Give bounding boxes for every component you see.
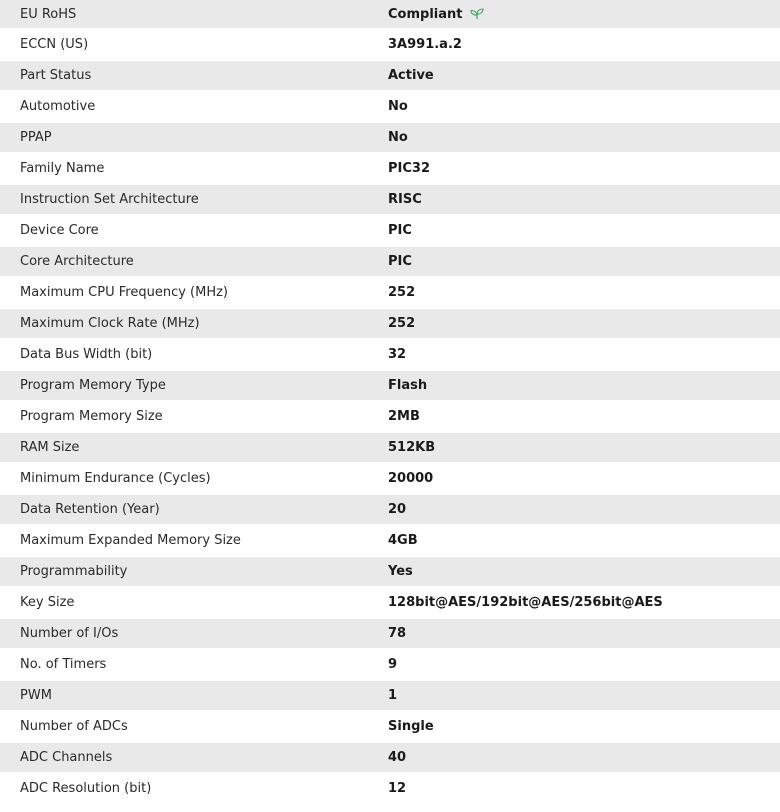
spec-value: PIC — [388, 254, 412, 269]
spec-value: 2MB — [388, 409, 420, 424]
spec-row-program-memory-size — [0, 400, 780, 433]
spec-label: Instruction Set Architecture — [20, 192, 199, 207]
spec-row-ppap — [0, 123, 780, 152]
spec-value: 9 — [388, 657, 398, 672]
spec-row-ram-size — [0, 433, 780, 462]
spec-value: 78 — [388, 626, 407, 641]
spec-value: 4GB — [388, 533, 418, 548]
spec-row-instruction-set — [0, 185, 780, 214]
spec-row-core-architecture — [0, 247, 780, 276]
spec-label: Device Core — [20, 223, 99, 238]
spec-row-min-endurance — [0, 462, 780, 495]
spec-label: Data Bus Width (bit) — [20, 347, 153, 362]
spec-value: Yes — [388, 564, 413, 579]
spec-label: Maximum CPU Frequency (MHz) — [20, 285, 228, 300]
spec-label: Minimum Endurance (Cycles) — [20, 471, 211, 486]
spec-label: EU RoHS — [20, 6, 77, 22]
spec-row-part-status — [0, 61, 780, 90]
spec-label: Family Name — [20, 161, 105, 176]
spec-label: Maximum Clock Rate (MHz) — [20, 316, 200, 331]
spec-label: Programmability — [20, 564, 128, 579]
spec-row-family-name — [0, 152, 780, 185]
spec-value: 128bit@AES/192bit@AES/256bit@AES — [388, 595, 663, 610]
spec-value: 3A991.a.2 — [388, 37, 462, 52]
spec-row-pwm — [0, 681, 780, 710]
spec-row-program-memory-type — [0, 371, 780, 400]
spec-row-number-of-ios — [0, 619, 780, 648]
spec-label: Core Architecture — [20, 254, 134, 269]
spec-value: Flash — [388, 378, 428, 393]
spec-label: RAM Size — [20, 440, 80, 455]
spec-value: PIC32 — [388, 161, 430, 176]
spec-label: Number of I/Os — [20, 626, 119, 641]
spec-row-data-retention — [0, 495, 780, 524]
spec-row-eccn — [0, 28, 780, 61]
spec-value: 1 — [388, 688, 398, 703]
spec-value: PIC — [388, 223, 412, 238]
spec-value-cell — [388, 7, 780, 22]
spec-row-device-core — [0, 214, 780, 247]
spec-label: Number of ADCs — [20, 719, 128, 734]
spec-row-adc-channels — [0, 743, 780, 772]
spec-value: 20000 — [388, 471, 434, 486]
spec-label: No. of Timers — [20, 657, 107, 672]
spec-value: No — [388, 130, 408, 145]
spec-value: Single — [388, 719, 434, 734]
spec-label: Maximum Expanded Memory Size — [20, 533, 241, 548]
spec-value: No — [388, 99, 408, 114]
spec-label: PWM — [20, 688, 52, 703]
spec-label: ADC Resolution (bit) — [20, 781, 152, 796]
spec-row-no-of-timers — [0, 648, 780, 681]
spec-value: 512KB — [388, 440, 436, 455]
spec-value: 40 — [388, 750, 407, 765]
spec-row-adc-resolution — [0, 772, 780, 805]
spec-value: 252 — [388, 316, 416, 331]
spec-value: Compliant — [388, 6, 463, 22]
spec-label: PPAP — [20, 130, 52, 145]
spec-label: ADC Channels — [20, 750, 113, 765]
spec-label: Program Memory Type — [20, 378, 166, 393]
spec-value: 20 — [388, 502, 407, 517]
spec-value: Active — [388, 68, 434, 83]
leaf-icon — [470, 8, 484, 20]
spec-row-key-size — [0, 586, 780, 619]
spec-value: 32 — [388, 347, 407, 362]
spec-row-max-expanded-memory — [0, 524, 780, 557]
spec-label: Part Status — [20, 68, 92, 83]
spec-label: ECCN (US) — [20, 37, 89, 52]
spec-row-programmability — [0, 557, 780, 586]
spec-row-max-clock-rate — [0, 309, 780, 338]
spec-value: 12 — [388, 781, 407, 796]
spec-value: 252 — [388, 285, 416, 300]
spec-row-max-cpu-frequency — [0, 276, 780, 309]
spec-label: Automotive — [20, 99, 96, 114]
spec-value: RISC — [388, 192, 422, 207]
spec-row-number-of-adcs — [0, 710, 780, 743]
spec-label: Key Size — [20, 595, 75, 610]
spec-label: Data Retention (Year) — [20, 502, 160, 517]
spec-row-automotive — [0, 90, 780, 123]
spec-row-data-bus-width — [0, 338, 780, 371]
spec-label: Program Memory Size — [20, 409, 163, 424]
spec-row-eu-rohs — [0, 0, 780, 28]
